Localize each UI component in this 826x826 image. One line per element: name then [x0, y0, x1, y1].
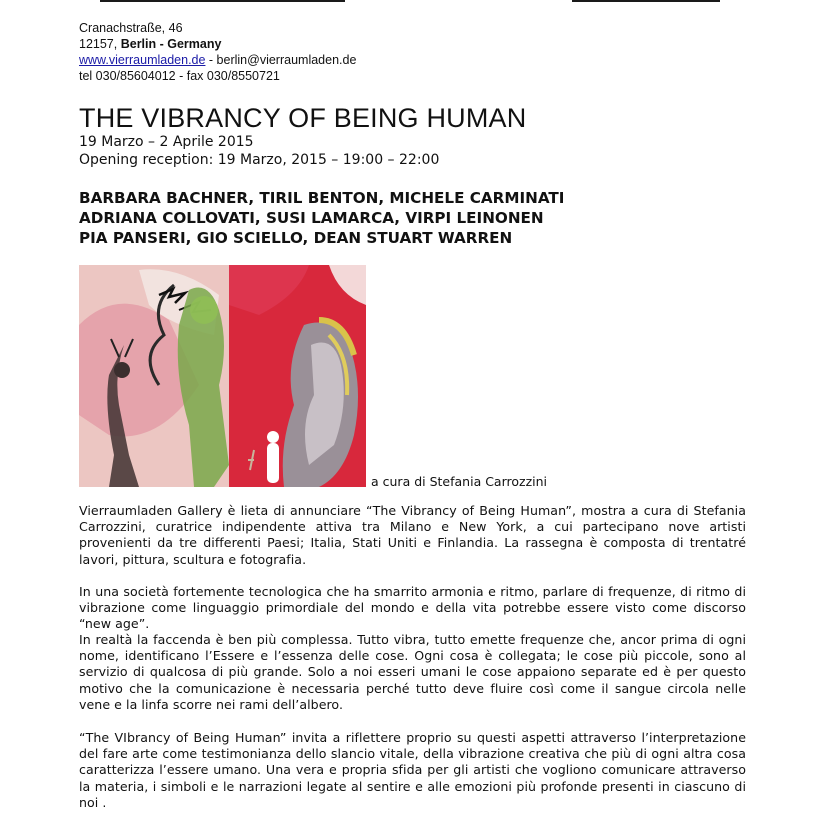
artists-list: [79, 188, 564, 248]
address-city-line: [79, 36, 356, 52]
address-zip: 12157,: [79, 37, 121, 51]
opening-reception: Opening reception: 19 Marzo, 2015 – 19:00 – 22:00: [79, 151, 440, 168]
address-city: Berlin - Germany: [120, 37, 222, 51]
letterhead-top-cut: [100, 0, 345, 2]
body-paragraph: “The VIbrancy of Being Human” invita a riflettere proprio su questi aspetti attraverso l’interpretazione del fare arte come testimonianza dello slancio vitale, della vibrazione creativa che più di ogni altra cosa caratterizza l’essere umano. Una vera e propria sfida per gli artisti che vogliono comunicare attraverso la materia, i simboli e le narrazioni legate al sentire e alle emozioni più profonde presenti in ciascuno di noi .: [79, 730, 746, 810]
web-email-line: [79, 52, 356, 68]
artwork-image: [79, 265, 366, 487]
phone-fax: tel 030/85604012 - fax 030/8550721: [79, 69, 280, 83]
email-text: - berlin@vierraumladen.de: [205, 53, 357, 67]
curator-credit: a cura di Stefania Carrozzini: [371, 474, 548, 489]
artists-line: PIA PANSERI, GIO SCIELLO, DEAN STUART WARREN: [79, 229, 513, 247]
exhibition-title: THE VIBRANCY OF BEING HUMAN: [79, 103, 527, 133]
gallery-contact-block: [79, 20, 356, 84]
body-paragraph: In realtà la faccenda è ben più complessa. Tutto vibra, tutto emette frequenze che, ancor prima di ogni nome, identificano l’Essere e l’essenza delle cose. Ogni cosa è collegata; le cose più piccole, sono al servizio di qualcosa di più grande. Solo a noi esseri umani le cose appaiono separate ed è per questo motivo che la comunicazione è necessaria perché tutto deve fluire così come il sangue circola nelle vene e la linfa scorre nei rami dell’albero.: [79, 632, 746, 712]
letterhead-top-cut-right: [572, 0, 720, 2]
body-paragraph: In una società fortemente tecnologica che ha smarrito armonia e ritmo, parlare di frequenze, di ritmo di vibrazione come linguaggio primordiale del mondo e della vita potrebbe essere visto come discorso “new age”.: [79, 584, 746, 632]
address-street: Cranachstraße, 46: [79, 21, 183, 35]
intro-paragraph: Vierraumladen Gallery è lieta di annunciare “The Vibrancy of Being Human”, mostra a cura di Stefania Carrozzini, curatrice indipendente attiva tra Milano e New York, a cui partecipano nove artisti provenienti da tre differenti Paesi; Italia, Stati Uniti e Finlandia. La rassegna è composta di trentatré lavori, pittura, scultura e fotografia.: [79, 503, 746, 567]
website-link[interactable]: www.vierraumladen.de: [79, 53, 206, 67]
exhibition-dates: 19 Marzo – 2 Aprile 2015: [79, 134, 254, 150]
exhibition-dates-block: [79, 134, 439, 169]
artists-line: ADRIANA COLLOVATI, SUSI LAMARCA, VIRPI LEINONEN: [79, 209, 544, 227]
artists-line: BARBARA BACHNER, TIRIL BENTON, MICHELE CARMINATI: [79, 189, 565, 207]
